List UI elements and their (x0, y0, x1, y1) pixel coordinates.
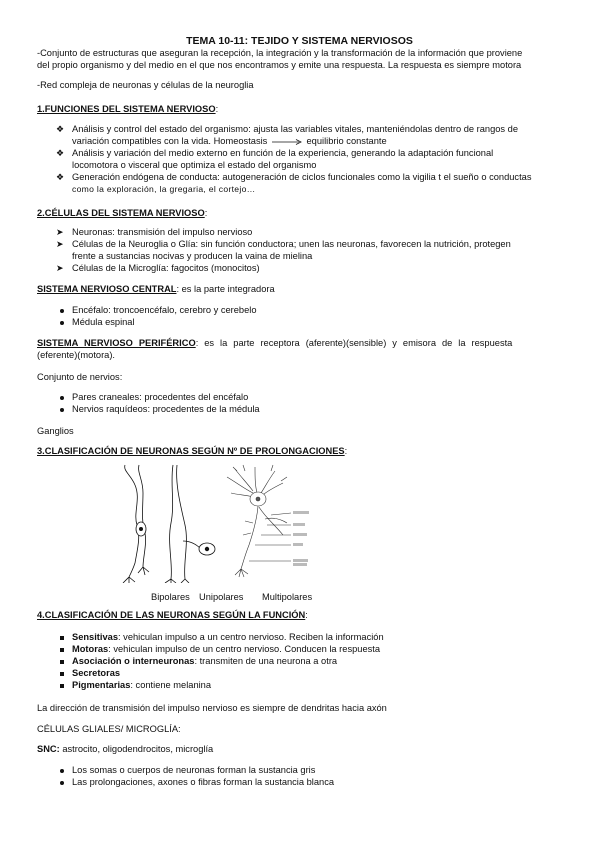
nerves-label: Conjunto de nervios: (37, 372, 123, 382)
snc-glia-item-1: Los somas o cuerpos de neuronas forman la sustancia gris (72, 765, 316, 775)
s1-item-1-line-2 (72, 136, 387, 147)
four-diamond-bullet-icon: ❖ (56, 124, 65, 134)
neuron-types-figure (115, 463, 330, 583)
square-bullet-icon (60, 684, 64, 688)
snp-item-1: Pares craneales: procedentes del encéfalo (72, 392, 249, 402)
round-bullet-icon (60, 781, 64, 785)
snc-glia-item-2: Las prolongaciones, axones o fibras forman la sustancia blanca (72, 777, 335, 787)
intro-line-3: -Red compleja de neuronas y células de la neuroglia (37, 80, 254, 90)
section2-colon: : (204, 208, 208, 218)
section1-heading-text: 1.FUNCIONES DEL SISTEMA NERVIOSO (37, 104, 216, 114)
section4-heading-text: 4.CLASIFICACIÓN DE LAS NEURONAS SEGÚN LA FUNCIÓN (37, 610, 306, 620)
snp-heading (37, 338, 512, 349)
round-bullet-icon (60, 769, 64, 773)
s1-item-1-line-1: Análisis y control del estado del organismo: ajusta las variables vitales, manteniéndolas dentro de rangos de (72, 124, 518, 134)
snp-rest: : es la parte receptora (aferente)(sensible) y emisora de la respuesta (195, 338, 513, 348)
snc-heading-text: SISTEMA NERVIOSO CENTRAL (37, 284, 177, 294)
homeostasis-text: variación compatibles con la vida. Homeostasis (72, 136, 268, 146)
s4-item-asociacion (72, 656, 337, 667)
direction-text: La dirección de transmisión del impulso nervioso es siempre de dendritas hacia axón (37, 703, 387, 713)
s4-item-2-bold: Motoras (72, 644, 109, 654)
s4-item-motoras (72, 644, 380, 655)
square-bullet-icon (60, 636, 64, 640)
s4-item-5-rest: : contiene melanina (130, 680, 212, 690)
s2-item-3: Células de la Microglía: fagocitos (monocitos) (72, 263, 260, 273)
unipolar-neuron-drawing (165, 465, 215, 583)
bipolar-neuron-drawing (123, 465, 149, 583)
s4-item-secretoras (72, 668, 120, 679)
caption-multipolares: Multipolares (262, 592, 313, 602)
section2-heading-text: 2.CÉLULAS DEL SISTEMA NERVIOSO (37, 208, 205, 218)
snp-heading-text: SISTEMA NERVIOSO PERIFÉRICO (37, 338, 196, 348)
arrowhead-bullet-icon: ➤ (56, 239, 64, 249)
intro-line-2: del propio organismo y del medio en el que nos encontramos y emite una respuesta. La respuesta es siempre motora (37, 60, 522, 70)
snc-glia-label: SNC: (37, 744, 60, 754)
round-bullet-icon (60, 396, 64, 400)
s1-item-2-line-2: locomotora o visceral que optimiza el estado del organismo (72, 160, 317, 170)
s2-item-2-line-2: frente a sustancias nocivas y producen la vaina de mielina (72, 251, 313, 261)
snc-item-1: Encéfalo: troncoencéfalo, cerebro y cerebelo (72, 305, 257, 315)
section4-heading (37, 610, 308, 621)
snc-rest: : es la parte integradora (176, 284, 275, 294)
arrowhead-bullet-icon: ➤ (56, 263, 64, 273)
s4-item-4-bold: Secretoras (72, 668, 121, 678)
s2-item-2-line-1: Células de la Neuroglia o Glía: sin función conductora; unen las neuronas, favorecen la nutrición, protegen (72, 239, 511, 249)
arrowhead-bullet-icon: ➤ (56, 227, 64, 237)
round-bullet-icon (60, 309, 64, 313)
s2-item-1: Neuronas: transmisión del impulso nervioso (72, 227, 253, 237)
snc-glia-line (37, 744, 213, 755)
round-bullet-icon (60, 321, 64, 325)
square-bullet-icon (60, 672, 64, 676)
s4-item-2-rest: : vehiculan impulso de un centro nervioso. Conducen la respuesta (108, 644, 381, 654)
snc-glia-rest: astrocito, oligodendrocitos, microglía (59, 744, 214, 754)
long-arrow-icon (272, 139, 302, 145)
s1-item-3-line-2: como la exploración, la gregaria, el cortejo… (72, 184, 256, 194)
s4-item-pigmentarias (72, 680, 211, 691)
caption-bipolares: Bipolares (151, 592, 190, 602)
snp-item-2: Nervios raquídeos: procedentes de la médula (72, 404, 260, 414)
section3-colon: : (344, 446, 348, 456)
s4-item-1-rest: : vehiculan impulso a un centro nervioso. Reciben la información (118, 632, 384, 642)
square-bullet-icon (60, 660, 64, 664)
s4-item-5-bold: Pigmentarias (72, 680, 131, 690)
s1-item-2-line-1: Análisis y variación del medio externo en función de la experiencia, generando la adaptación funcional (72, 148, 494, 158)
section1-heading (37, 104, 218, 115)
round-bullet-icon (60, 408, 64, 412)
caption-unipolares: Unipolares (199, 592, 244, 602)
section3-heading (37, 446, 347, 457)
s4-item-sensitivas (72, 632, 384, 643)
snc-item-2: Médula espinal (72, 317, 135, 327)
s4-item-3-rest: : transmiten de una neurona a otra (194, 656, 338, 666)
equilibrio-text: equilibrio constante (306, 136, 387, 146)
page-title: TEMA 10-11: TEJIDO Y SISTEMA NERVIOSOS (186, 35, 413, 47)
snp-line-2: (eferente)(motora). (37, 350, 116, 360)
multipolar-neuron-drawing (227, 465, 309, 577)
s4-item-3-bold: Asociación o interneuronas (72, 656, 195, 666)
s4-item-1-bold: Sensitivas (72, 632, 118, 642)
four-diamond-bullet-icon: ❖ (56, 148, 65, 158)
four-diamond-bullet-icon: ❖ (56, 172, 65, 182)
glia-heading: CÉLULAS GLIALES/ MICROGLÍA: (37, 724, 181, 734)
square-bullet-icon (60, 648, 64, 652)
s1-item-3-line-1: Generación endógena de conducta: autogeneración de ciclos funcionales como la vigilia t el sueño o conductas (72, 172, 532, 182)
snc-heading (37, 284, 275, 295)
section2-heading (37, 208, 207, 219)
intro-line-1: -Conjunto de estructuras que aseguran la recepción, la integración y la transformación de la información que proviene (37, 48, 523, 58)
section4-colon: : (305, 610, 308, 620)
section3-heading-text: 3.CLASIFICACIÓN DE NEURONAS SEGÚN Nº DE PROLONGACIONES (37, 446, 345, 456)
section1-colon: : (215, 104, 219, 114)
ganglia-text: Ganglios (37, 426, 74, 436)
